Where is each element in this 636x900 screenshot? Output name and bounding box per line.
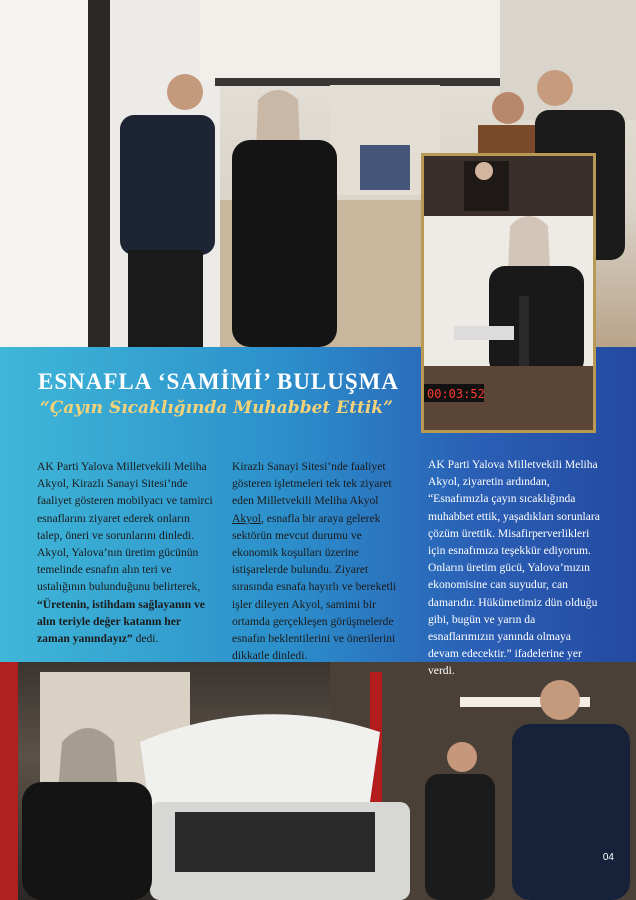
article-column-3: AK Parti Yalova Milletvekili Meliha Akyol, ziyaretin ardından, “Esnafımızla çayın sıcaklığında muhabbet ettik, yaşadıkları sorunlara çözüm ürettik. Misafirperverlikleri için esnafımıza teşekkür ediyorum. Onların üretim gücü, Yalova’mızın ekonomisine can suyudur, can damarıdır. Hükümetimiz dün olduğu gibi, bugün ve yarın da esnaflarımızın yanında olmaya devam edecektir.” ifadelerine yer verdi.	[428, 458, 600, 678]
article-column-2	[232, 458, 402, 664]
col2-link[interactable]: Akyol	[232, 511, 261, 525]
bottom-photo	[0, 662, 636, 900]
article-column-1	[37, 458, 215, 647]
article-subtitle: “Çayın Sıcaklığında Muhabbet Ettik”	[40, 398, 393, 418]
col2-text-pre: Kirazlı Sanayi Sitesi’nde faaliyet gösteren işletmeleri tek tek ziyaret eden Milletvekili Meliha Akyol	[232, 460, 392, 508]
col2-text-post: , esnafla bir araya gelerek sektörün mevcut durumu ve ekonomik koşulları üzerine istişarelerde bulundu. Ziyaret sırasında esnafa hayırlı ve bereketli işler dileyen Akyol, samimi bir ortamda gerçekleşen görüşmelerde esnafın beklentilerini ve önerilerini dikkatle dinledi.	[232, 511, 397, 663]
col1-text: AK Parti Yalova Milletvekili Meliha Akyol, Kirazlı Sanayi Sitesi’nde faaliyet gösteren mobilyacı ve tamirci esnaflarını ziyaret ederek onların talep, öneri ve sorunlarını dinledi. Akyol, Yalova’nın üretim gücünün temelinde esnafın alın teri ve ustalığının bulunduğunu belirterek,	[37, 460, 213, 594]
col1-end: dedi.	[132, 632, 159, 646]
article-title: ESNAFLA ‘SAMİMİ’ BULUŞMA	[38, 369, 399, 394]
car-repair-illustration	[0, 662, 636, 900]
col1-quote: “Üretenin, istihdam sağlayanın ve alın teriyle değer katanın her zaman yanındayız”	[37, 597, 205, 646]
page-number: 04	[602, 852, 614, 863]
inset-photo-parliament	[421, 153, 596, 433]
speech-timer: 00:03:52	[427, 387, 485, 401]
parliament-speech-illustration	[424, 156, 593, 430]
